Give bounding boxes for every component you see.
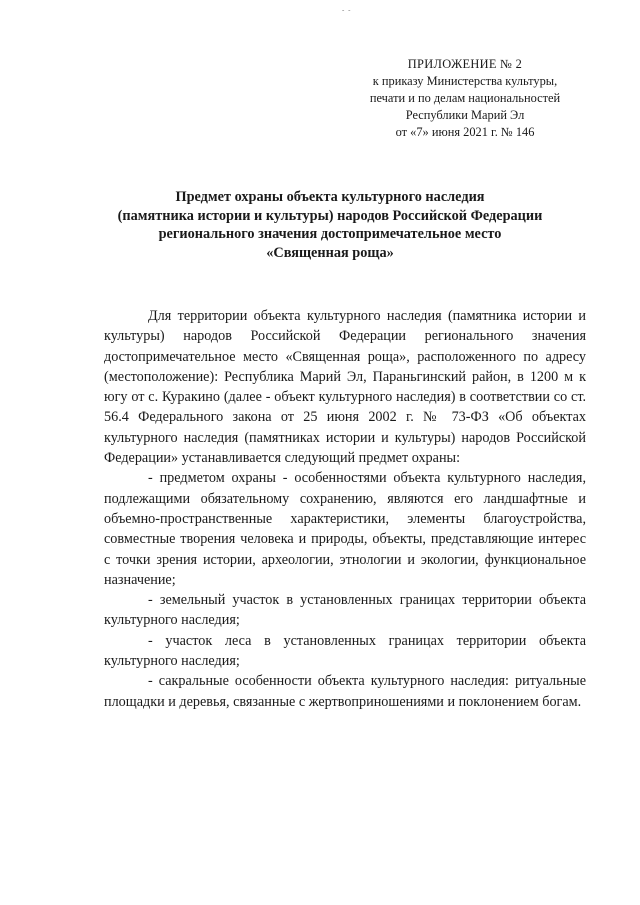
protection-item-forest-plot: - участок леса в установленных границах территории объекта культурного наследия;: [104, 632, 586, 670]
title-line-3: регионального значения достопримечательное место: [158, 226, 502, 242]
appendix-block: [340, 56, 590, 141]
protection-item-land-plot: - земельный участок в установленных границах территории объекта культурного наследия;: [104, 592, 586, 629]
title-line-4: «Священная роща»: [266, 244, 394, 261]
protection-item-features: - предметом охраны - особенностями объекта культурного наследия, подлежащими обязательному сохранению, являются его ландшафтные и объемно-пространственные характеристики, элементы благоустройства, совместные творения человека и природы, объекты, представляющие интерес с точки зрения истории, археологии, этнологии и экологии, функциональное назначение;: [104, 470, 586, 588]
title-line-1: Предмет охраны объекта культурного наследия: [175, 189, 485, 205]
document-body: [104, 306, 586, 712]
appendix-line-date: от «7» июня 2021 г. № 146: [395, 125, 535, 139]
appendix-line-ministry: печати и по делам национальностей: [369, 91, 561, 105]
appendix-line-republic: Республики Марий Эл: [405, 108, 525, 122]
appendix-line-order: к приказу Министерства культуры,: [372, 74, 558, 88]
protection-item-sacred-features: - сакральные особенности объекта культурного наследия: ритуальные площадки и деревья, связанные с жертвоприношениями и поклонением богам.: [104, 673, 586, 710]
intro-paragraph: Для территории объекта культурного наследия (памятника истории и культуры) народов Российской Федерации регионального значения достопримечательное место «Священная роща», расположенного по адресу (местоположение): Республика Марий Эл, Параньгинский район, в 1200 м к югу от с. Куракино (далее - объект культурного наследия) в соответствии со ст. 56.4 Федерального закона от 25 июня 2002 г. № 73-ФЗ «Об объектах культурного наследия (памятниках истории и культуры) народов Российской Федерации» устанавливается следующий предмет охраны:: [104, 308, 586, 467]
document-title: [90, 188, 570, 262]
scan-mark: - -: [342, 6, 352, 14]
appendix-heading: ПРИЛОЖЕНИЕ № 2: [407, 57, 523, 71]
title-line-2: (памятника истории и культуры) народов Российской Федерации: [117, 207, 543, 224]
